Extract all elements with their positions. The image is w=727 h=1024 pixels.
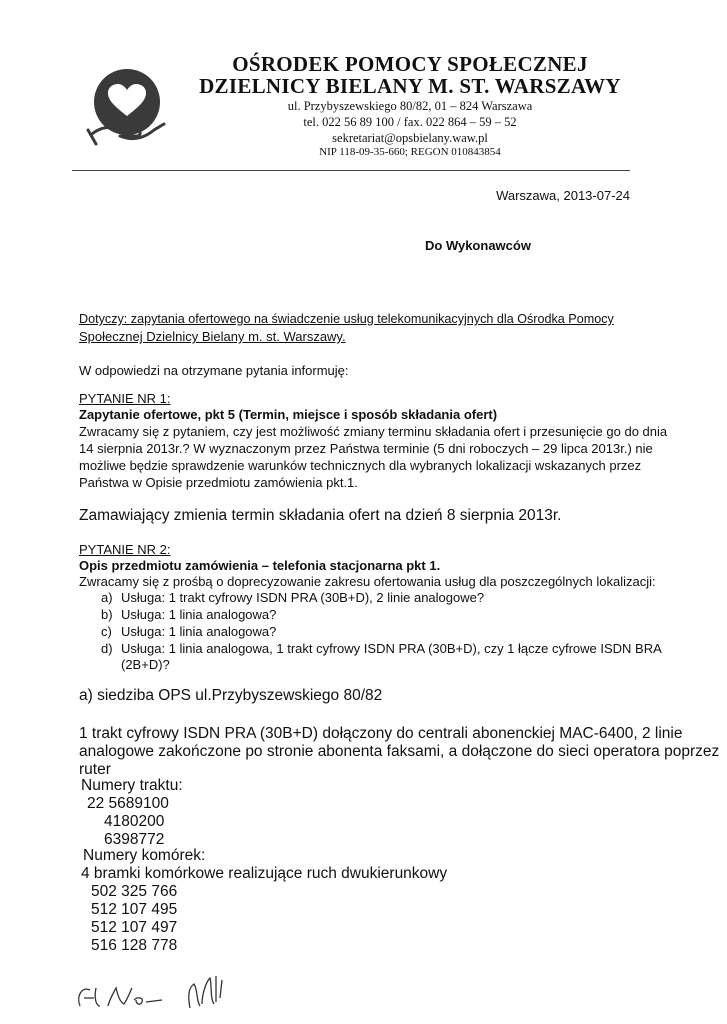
header-divider: [72, 170, 630, 171]
q1-answer: Zamawiający zmienia termin składania ofert na dzień 8 sierpnia 2013r.: [79, 507, 562, 524]
cell-number: 516 128 778: [91, 937, 178, 954]
list-item-text: Usługa: 1 linia analogowa, 1 trakt cyfrowy ISDN PRA (30B+D), czy 1 łącze cyfrowe ISDN BRA: [121, 641, 662, 656]
org-email: sekretariat@opsbielany.waw.pl: [332, 131, 488, 145]
list-item: [101, 590, 661, 607]
q1-line: 14 sierpnia 2013r.? W wyznaczonym przez Państwa terminie (5 dni roboczych – 29 lipca 2013r.) nie: [79, 441, 653, 456]
answer-line: ruter: [79, 761, 111, 778]
trunk-number: 6398772: [104, 831, 165, 848]
answer-line: analogowe zakończone po stronie abonenta faksami, a dołączone do sieci operatora poprzez: [79, 743, 720, 760]
cell-numbers-label: Numery komórek:: [83, 847, 206, 864]
list-item: [101, 624, 661, 641]
list-item-letter: c): [101, 624, 112, 639]
list-item-text: Usługa: 1 linia analogowa?: [121, 607, 277, 622]
answer-line: 1 trakt cyfrowy ISDN PRA (30B+D) dołączony do centrali abonenckiej MAC-6400, 2 linie: [79, 725, 683, 742]
q2-heading: PYTANIE NR 2:: [79, 542, 171, 557]
org-address: ul. Przybyszewskiego 80/82, 01 – 824 Warszawa: [287, 99, 533, 113]
q2-title: Opis przedmiotu zamówienia – telefonia stacjonarna pkt 1.: [79, 558, 441, 573]
intro-text: W odpowiedzi na otrzymane pytania informuję:: [79, 363, 349, 378]
q1-title: Zapytanie ofertowe, pkt 5 (Termin, miejsce i sposób składania ofert): [79, 407, 498, 422]
letter-date: Warszawa, 2013-07-24: [496, 188, 630, 203]
trunk-numbers-label: Numery traktu:: [81, 777, 183, 794]
q1-line: Zwracamy się z pytaniem, czy jest możliwość zmiany terminu składania ofert i przesunięcie go do dnia: [79, 424, 668, 439]
org-name-line1: OŚRODEK POMOCY SPOŁECZNEJ: [232, 52, 588, 76]
list-item-letter: d): [101, 641, 113, 656]
subject-line2: Społecznej Dzielnicy Bielany m. st. Warszawy.: [79, 329, 346, 344]
org-ids: NIP 118-09-35-660; REGON 010843854: [319, 146, 501, 158]
list-item-letter: a): [101, 590, 113, 605]
q1-heading: PYTANIE NR 1:: [79, 391, 171, 406]
org-phone: tel. 022 56 89 100 / fax. 022 864 – 59 – 52: [303, 115, 517, 129]
cell-number: 502 325 766: [91, 883, 178, 900]
handwritten-initials: [70, 968, 270, 1018]
q1-line: możliwe będzie sprawdzenie warunków technicznych dla wybranych lokalizacji wskazanych przez: [79, 458, 642, 473]
trunk-number: 22 5689100: [87, 795, 169, 812]
gateway-note: 4 bramki komórkowe realizujące ruch dwukierunkowy: [81, 865, 448, 882]
heart-in-hand-icon: [84, 64, 170, 154]
cell-number: 512 107 497: [91, 919, 178, 936]
org-name-line2: DZIELNICY BIELANY M. ST. WARSZAWY: [199, 74, 621, 98]
list-item-continuation: (2B+D)?: [121, 657, 170, 672]
cell-number: 512 107 495: [91, 901, 178, 918]
q1-line: Państwa w Opisie przedmiotu zamówienia pkt.1.: [79, 475, 358, 490]
recipient: Do Wykonawców: [425, 238, 531, 253]
list-item-text: Usługa: 1 linia analogowa?: [121, 624, 277, 639]
list-item-letter: b): [101, 607, 113, 622]
answer-location-title: a) siedziba OPS ul.Przybyszewskiego 80/82: [79, 687, 383, 704]
list-item: [101, 607, 661, 624]
q2-intro: Zwracamy się z prośbą o doprecyzowanie zakresu ofertowania usług dla poszczególnych lokalizacji:: [79, 574, 656, 589]
subject-line1: Dotyczy: zapytania ofertowego na świadczenie usług telekomunikacyjnych dla Ośrodka Pomocy: [79, 312, 614, 326]
list-item: [101, 641, 661, 658]
trunk-number: 4180200: [104, 813, 165, 830]
list-item-text: Usługa: 1 trakt cyfrowy ISDN PRA (30B+D), 2 linie analogowe?: [121, 590, 485, 605]
